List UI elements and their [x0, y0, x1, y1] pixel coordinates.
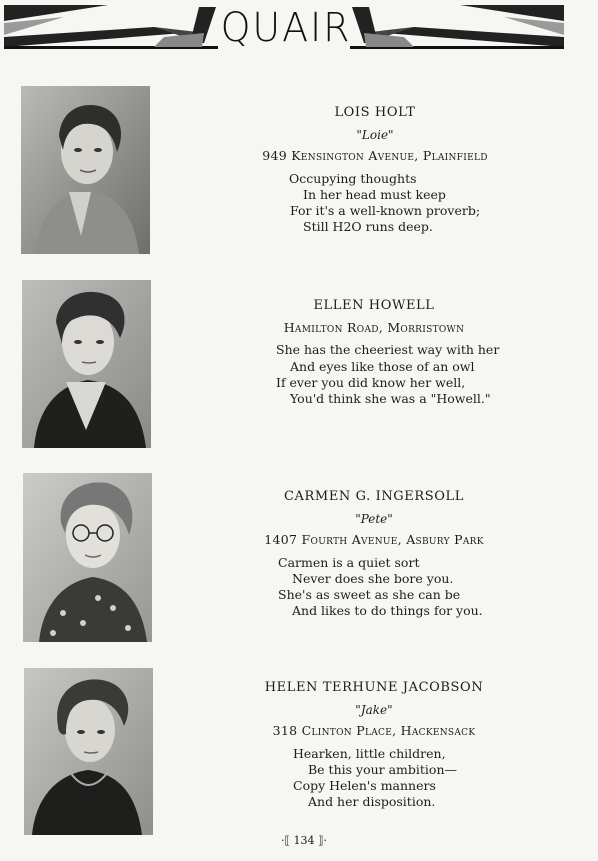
verse-line: She's as sweet as she can be	[278, 587, 461, 603]
verse-line: Hearken, little children,	[293, 745, 446, 761]
student-nickname: "Pete"	[355, 512, 393, 527]
verse-line: Never does she bore you.	[292, 570, 454, 586]
verse-line: She has the cheeriest way with her	[276, 342, 500, 358]
verse-line: And likes to do things for you.	[292, 603, 483, 619]
student-address: 1407 Fourth Avenue, Asbury Park	[264, 532, 484, 548]
yearbook-banner	[4, 3, 564, 51]
verse-line: Be this your ambition—	[308, 761, 458, 777]
student-address: Hamilton Road, Morristown	[283, 320, 465, 336]
banner-title: QUAIR	[220, 5, 352, 51]
entry-ellen-howell	[240, 298, 508, 407]
ornament-right-icon: ⟧·	[318, 834, 327, 847]
entry-carmen-ingersoll	[240, 489, 508, 619]
student-name: HELEN TERHUNE JACOBSON	[264, 680, 484, 695]
verse-line: And her disposition.	[308, 794, 436, 810]
verse-line: Occupying thoughts	[289, 170, 417, 186]
verse-line: Copy Helen's manners	[293, 778, 436, 794]
entry-lois-holt	[240, 105, 510, 235]
student-verse	[240, 342, 508, 407]
student-nickname: "Jake"	[355, 703, 393, 718]
verse-line: You'd think she was a "Howell."	[290, 391, 491, 407]
page-number-footer	[259, 834, 349, 847]
portrait-photo-ellen-howell	[22, 280, 151, 448]
student-address: 949 Kensington Avenue, Plainfield	[262, 148, 488, 164]
verse-line: If ever you did know her well,	[276, 374, 466, 390]
verse-line: In her head must keep	[303, 186, 446, 202]
verse-line: Carmen is a quiet sort	[278, 554, 420, 570]
student-verse	[240, 171, 510, 236]
verse-line: For it's a well-known proverb;	[290, 203, 481, 219]
student-name: CARMEN G. INGERSOLL	[283, 489, 465, 504]
student-verse	[240, 746, 508, 811]
page-number: 134	[293, 834, 315, 847]
verse-line: Still H2O runs deep.	[303, 219, 433, 235]
entry-helen-jacobson	[240, 680, 508, 810]
portrait-photo-helen-jacobson	[24, 668, 153, 835]
student-verse	[240, 555, 508, 620]
verse-line: And eyes like those of an owl	[290, 358, 475, 374]
student-address: 318 Clinton Place, Hackensack	[272, 723, 476, 739]
student-nickname: "Loie"	[356, 128, 394, 143]
student-name: ELLEN HOWELL	[313, 298, 435, 313]
ornament-left-icon: ·⟦	[281, 834, 290, 847]
portrait-photo-lois-holt	[21, 86, 150, 254]
student-name: LOIS HOLT	[334, 105, 416, 120]
portrait-photo-carmen-ingersoll	[23, 473, 152, 642]
